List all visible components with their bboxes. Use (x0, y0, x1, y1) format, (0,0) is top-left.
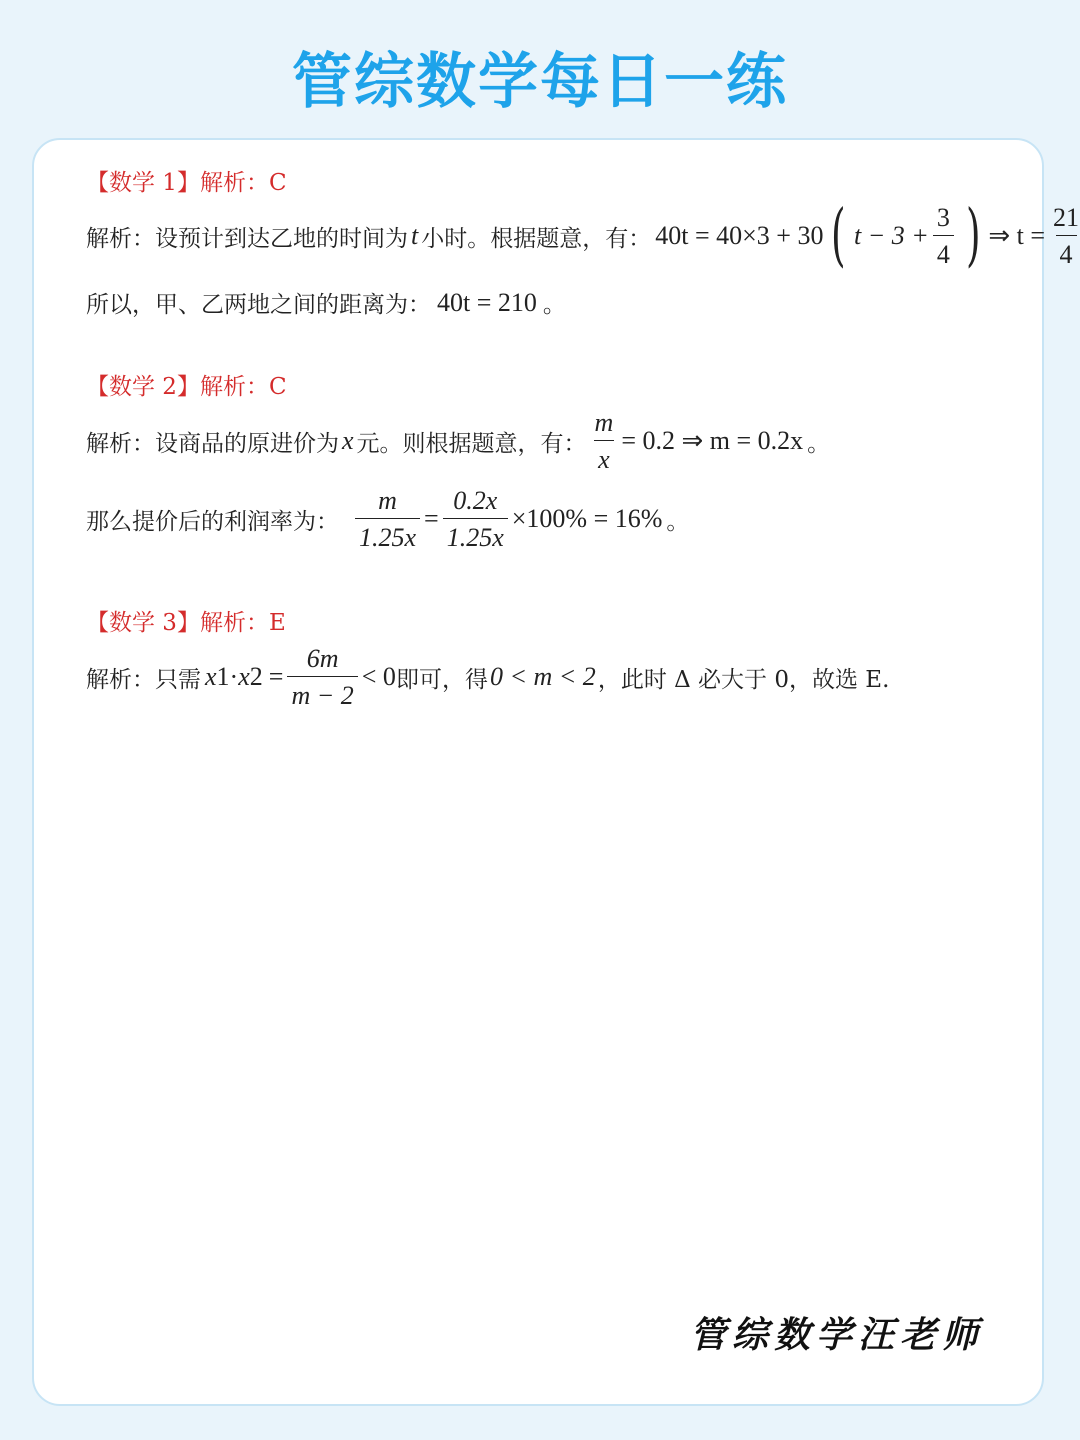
q2-heading: 【数学 2】解析：C (86, 374, 287, 400)
q1-var-t: t (411, 221, 419, 250)
fraction-denominator: x (594, 440, 614, 475)
q3-sub1: 1 (216, 662, 230, 692)
q1-fraction-3-4 (933, 203, 954, 270)
q3-heading: 【数学 3】解析：E (86, 610, 286, 636)
q3-x1: x (205, 662, 217, 692)
q3-line1 (86, 644, 889, 711)
q1-line1-text2: 小时。根据题意，有： (421, 225, 652, 252)
q2-line1-end: 。 (807, 430, 831, 457)
q2-line1-eq: = 0.2 ⇒ m = 0.2x (621, 426, 804, 456)
fraction-denominator: 4 (933, 235, 954, 270)
right-paren: ) (965, 196, 981, 275)
q2-eq-sign: = (424, 504, 439, 534)
q3-fraction-6m (287, 644, 357, 711)
q3-eq: = (268, 662, 284, 692)
fraction-denominator: m − 2 (287, 676, 357, 711)
q2-line2-text: 那么提价后的利润率为： (86, 508, 339, 535)
q1-line2 (86, 286, 566, 319)
fraction-numerator: m (378, 486, 397, 515)
q2-line2-eq: ×100% = 16% (511, 504, 663, 534)
q2-line1 (86, 408, 830, 475)
content-card (32, 138, 1080, 1406)
q1-line2-end: 。 (542, 292, 566, 318)
q3-dot: · (229, 662, 239, 692)
q2-fraction-m-x (591, 408, 618, 475)
q3-text2: 即可，得 (395, 666, 488, 693)
fraction-denominator: 4 (1056, 235, 1077, 270)
fraction-numerator: 6m (306, 644, 339, 673)
q3-sub2: 2 (249, 662, 263, 692)
fraction-numerator: 3 (936, 202, 950, 232)
q1-fraction-21-4 (1049, 203, 1080, 270)
q2-fraction-02x-125x (443, 486, 508, 553)
fraction-numerator: m (594, 408, 614, 437)
q3-text3: ，此时 Δ 必大于 0，故选 E. (597, 666, 890, 693)
q1-line2-text: 所以，甲、乙两地之间的距离为： (86, 292, 431, 318)
q2-line2 (86, 486, 689, 553)
q2-var-x: x (342, 426, 354, 456)
q3-after-frac: < 0 (361, 662, 396, 692)
q1-heading: 【数学 1】解析：C (86, 170, 287, 196)
q1-line1-text: 解析：设预计到达乙地的时间为 (86, 225, 408, 252)
fraction-denominator: 1.25x (355, 518, 420, 553)
q3-line1-text: 解析：只需 (86, 666, 201, 693)
page-title: 管综数学每日一练 (292, 47, 788, 117)
q2-fraction-m-125x (355, 486, 420, 553)
left-paren: ( (831, 196, 847, 275)
q2-line2-end: 。 (666, 508, 690, 535)
q1-paren-inner: t − 3 + (853, 221, 929, 250)
q1-eq-40t: 40t = 40×3 + 30 (655, 221, 824, 250)
fraction-denominator: 1.25x (443, 518, 508, 553)
q2-line1-text: 解析：设商品的原进价为 (86, 430, 339, 457)
q1-line1 (86, 196, 1080, 275)
q3-ineq: 0 < m < 2 (489, 662, 596, 692)
signature: 管综数学汪老师 (689, 1314, 984, 1356)
fraction-numerator: 21 (1053, 202, 1080, 232)
q3-x2: x (238, 662, 250, 692)
q1-line2-eq: 40t = 210 (437, 287, 537, 317)
q1-implies: ⇒ t = (988, 221, 1046, 250)
fraction-numerator: 0.2x (453, 486, 498, 515)
q2-line1-text2: 元。则根据题意，有： (356, 430, 587, 457)
